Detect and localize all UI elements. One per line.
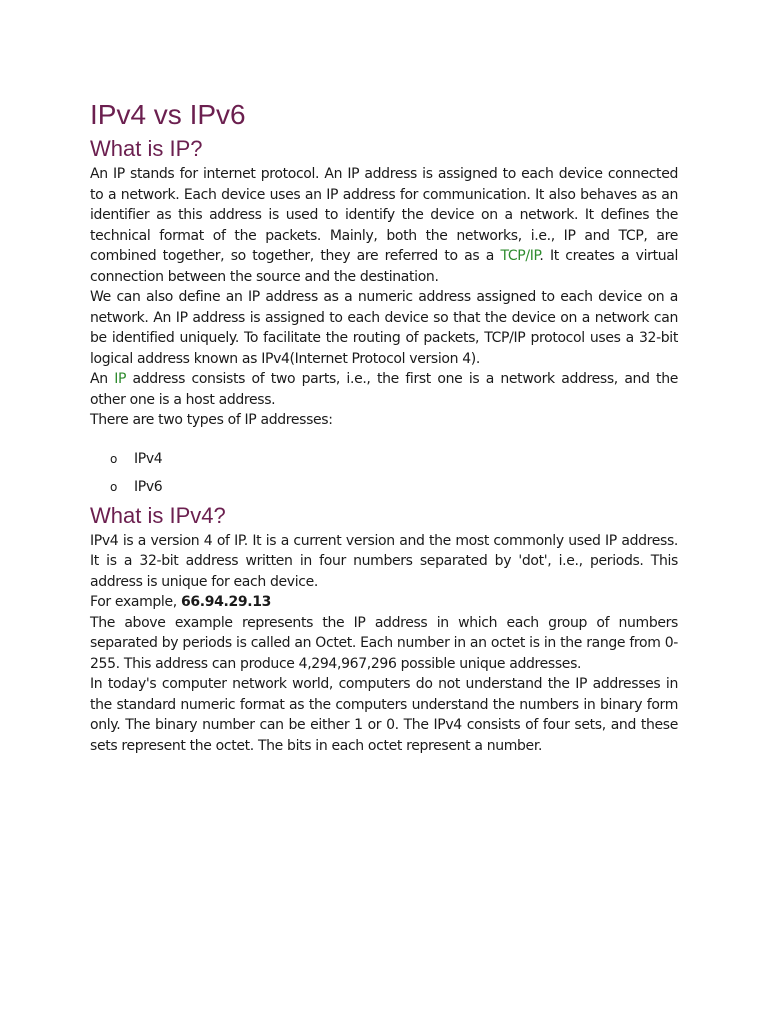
paragraph-example xyxy=(90,592,678,613)
list-item-label: IPv4 xyxy=(134,450,163,467)
paragraph-ip-types: There are two types of IP addresses: xyxy=(90,412,333,428)
page-title: IPv4 vs IPv6 xyxy=(90,99,246,130)
list-item xyxy=(90,473,678,501)
ip-types-list xyxy=(90,445,678,501)
circle-bullet-icon: o xyxy=(110,451,117,466)
paragraph-text: . It creates a virtual connection between the source and the destination. xyxy=(90,248,678,285)
heading-what-is-ipv4: What is IPv4? xyxy=(90,502,226,528)
paragraph-ip-numeric: We can also define an IP address as a numeric address assigned to each device on a network. An IP address is assigned to each device so that the device on a network can be identified uniquely. To facilitate the routing of packets, TCP/IP protocol uses a 32-bit logical address known as IPv4(Internet Protocol version 4). xyxy=(90,289,678,367)
paragraph-octet: The above example represents the IP address in which each group of numbers separated by periods is called an Octet. Each number in an octet is in the range from 0-255. This address can produce 4,294,967,296 possible unique addresses. xyxy=(90,614,678,672)
document-content xyxy=(90,96,678,756)
circle-bullet-icon: o xyxy=(110,479,117,494)
paragraph-text: address consists of two parts, i.e., the first one is a network address, and the other one is a host address. xyxy=(90,371,678,408)
paragraph-ip-parts xyxy=(90,369,678,410)
heading-what-is-ip: What is IP? xyxy=(90,136,203,161)
paragraph-ipv4-definition: IPv4 is a version 4 of IP. It is a current version and the most commonly used IP address. It is a 32-bit address written in four numbers separated by 'dot', i.e., periods. This address is unique for each device. xyxy=(90,532,678,590)
link-ip[interactable]: IP xyxy=(114,371,127,387)
paragraph-binary: In today's computer network world, computers do not understand the IP addresses in the standard numeric format as the computers understand the numbers in binary form only. The binary number can be either 1 or 0. The IPv4 consists of four sets, and these sets represent the octet. The bits in each octet represent a number. xyxy=(90,676,678,754)
example-label: For example, xyxy=(90,594,181,610)
list-item xyxy=(90,445,678,473)
link-tcp-ip[interactable]: TCP/IP xyxy=(500,248,540,264)
example-ip-value: 66.94.29.13 xyxy=(180,594,271,610)
paragraph-ip-definition xyxy=(90,164,678,287)
paragraph-text: An IP stands for internet protocol. An IP address is assigned to each device connected to a network. Each device uses an IP address for communication. It also behaves as an identifier as this address is used to identify the device on a network. It defines the technical format of the packets. Mainly, both the networks, i.e., IP and TCP, are combined together, so together, they are referred to as a xyxy=(90,166,678,264)
paragraph-text: An xyxy=(90,371,115,387)
list-item-label: IPv6 xyxy=(134,478,163,495)
